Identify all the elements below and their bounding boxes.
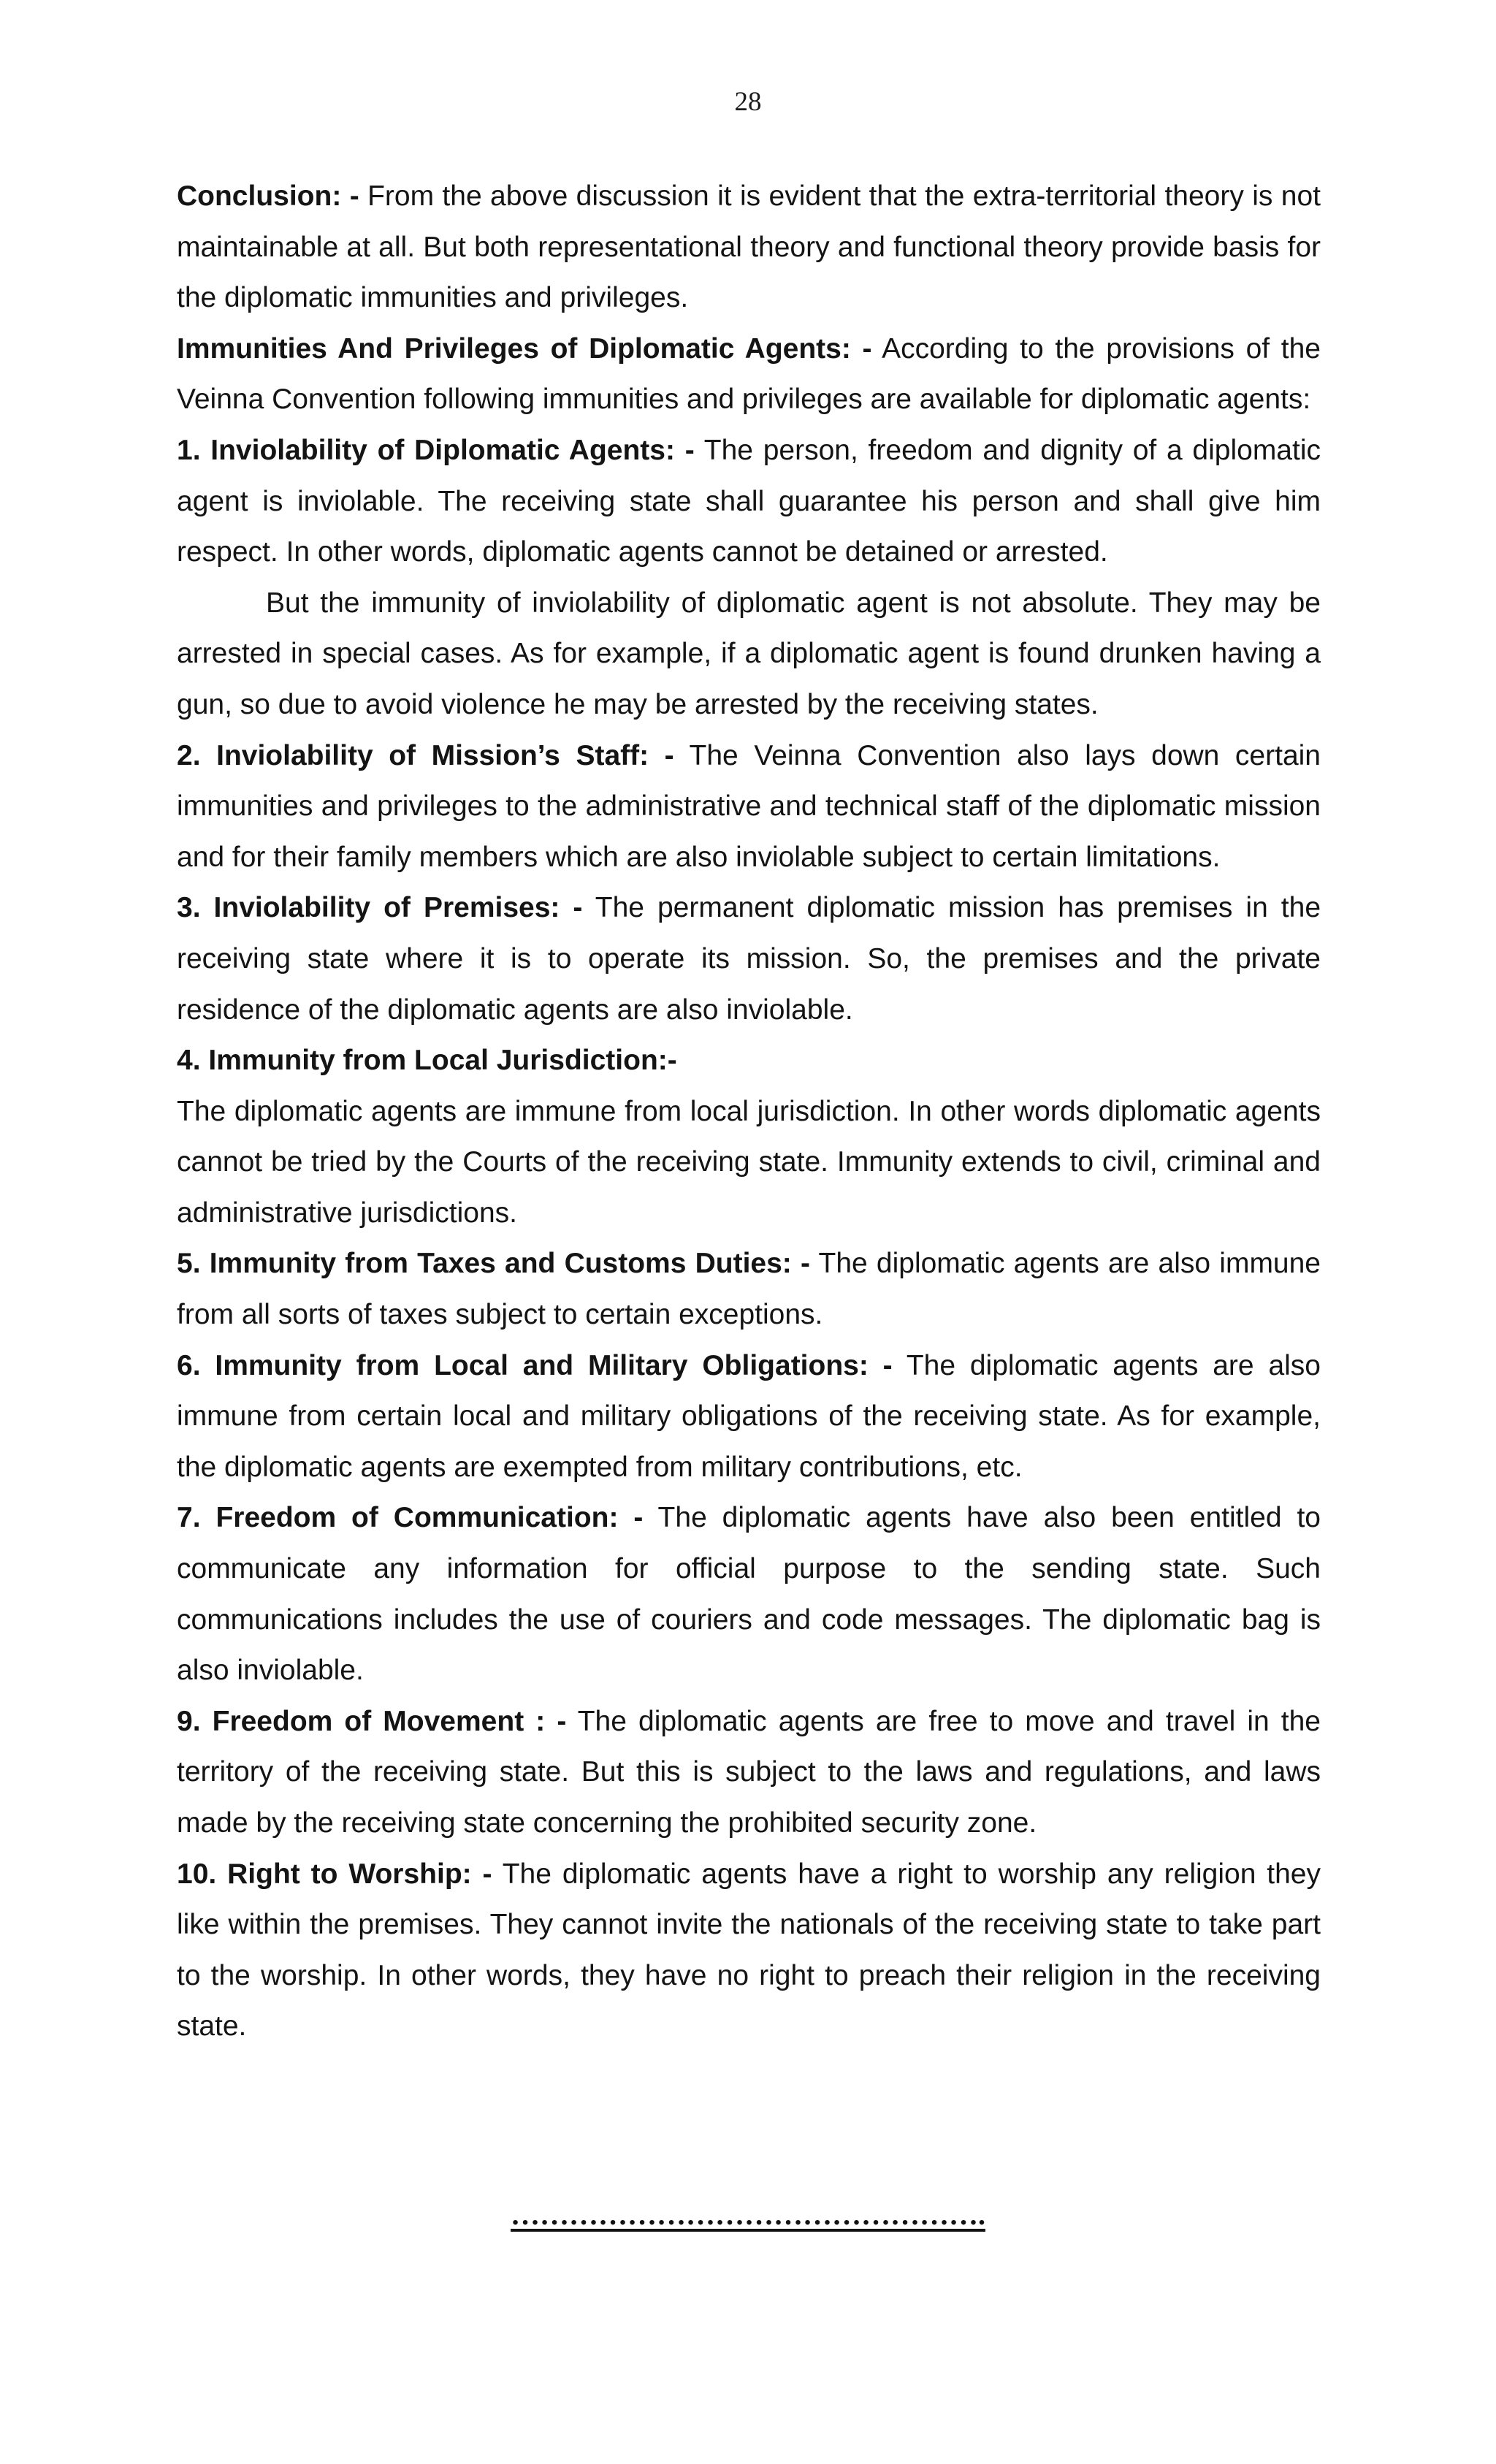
document-body [177, 171, 1321, 2052]
item-freedom-communication [177, 1492, 1321, 1696]
end-rule-dots: …………………………………………. [511, 2198, 985, 2231]
item-text: The diplomatic agents are also immune from all sorts of taxes subject to certain exceptions. [177, 1248, 1321, 1331]
immunities-intro-text: According to the provisions of the Veinna Convention following immunities and privileges are available for diplomatic agents: [177, 332, 1321, 416]
item-inviolability-staff [177, 731, 1321, 883]
item-text: The permanent diplomatic mission has premises in the receiving state where it is to operate its mission. So, the premises and the private residence of the diplomatic agents are also inviolable. [177, 892, 1321, 1026]
end-of-section-rule [0, 2197, 1496, 2232]
item-heading: 4. Immunity from Local Jurisdiction:- [177, 1045, 677, 1077]
item-heading: 1. Inviolability of Diplomatic Agents: - [177, 434, 695, 466]
item-right-to-worship [177, 1849, 1321, 2052]
item-heading: 10. Right to Worship: - [177, 1858, 492, 1890]
item-heading: 6. Immunity from Local and Military Obligations: - [177, 1349, 893, 1381]
item-text: The Veinna Convention also lays down certain immunities and privileges to the administrative and technical staff of the diplomatic mission and for their family members which are also inviolable subject to certain limitations. [177, 739, 1321, 873]
conclusion-heading: Conclusion: - [177, 180, 359, 212]
item-local-military-obligations [177, 1340, 1321, 1493]
item-inviolability-agents [177, 425, 1321, 578]
item-heading: 2. Inviolability of Mission’s Staff: - [177, 739, 674, 771]
item-freedom-movement [177, 1696, 1321, 1849]
item-text: The diplomatic agents have a right to worship any religion they like within the premises. They cannot invite the nationals of the receiving state to take part to the worship. In other words, they have no right to preach their religion in the receiving state. [177, 1858, 1321, 2042]
conclusion-paragraph [177, 171, 1321, 324]
immunities-intro-paragraph [177, 324, 1321, 425]
item-heading: 5. Immunity from Taxes and Customs Duties: - [177, 1248, 810, 1280]
item-text: The diplomatic agents are immune from local jurisdiction. In other words diplomatic agents cannot be tried by the Courts of the receiving state. Immunity extends to civil, criminal and administrative jurisdictions. [177, 1095, 1321, 1229]
item-text: The diplomatic agents are free to move and travel in the territory of the receiving state. But this is subject to the laws and regulations, and laws made by the receiving state concerning the prohibited security zone. [177, 1705, 1321, 1839]
item-heading: 3. Inviolability of Premises: - [177, 892, 583, 924]
item-heading: 9. Freedom of Movement : - [177, 1705, 567, 1737]
item-local-jurisdiction-heading [177, 1035, 1321, 1086]
item-heading: 7. Freedom of Communication: - [177, 1502, 644, 1534]
conclusion-text: From the above discussion it is evident that the extra-territorial theory is not maintainable at all. But both representational theory and functional theory provide basis for the diplomatic immunities and privileges. [177, 180, 1321, 314]
item-text: The person, freedom and dignity of a diplomatic agent is inviolable. The receiving state shall guarantee his person and shall give him respect. In other words, diplomatic agents cannot be detained or arrested. [177, 434, 1321, 568]
item-text: The diplomatic agents have also been entitled to communicate any information for official purpose to the sending state. Such communications includes the use of couriers and code messages. The diplomatic bag is also inviolable. [177, 1502, 1321, 1687]
item-taxes-customs [177, 1238, 1321, 1340]
item-text: But the immunity of inviolability of diplomatic agent is not absolute. They may be arrested in special cases. As for example, if a diplomatic agent is found drunken having a gun, so due to avoid violence he may be arrested by the receiving states. [177, 587, 1321, 720]
item-inviolability-premises [177, 882, 1321, 1035]
item-local-jurisdiction-text [177, 1086, 1321, 1239]
immunities-intro-heading: Immunities And Privileges of Diplomatic Agents: - [177, 332, 872, 365]
item-text: The diplomatic agents are also immune from certain local and military obligations of the receiving state. As for example, the diplomatic agents are exempted from military contributions, etc. [177, 1349, 1321, 1483]
page-number: 28 [734, 87, 762, 117]
item-inviolability-exception [177, 578, 1321, 731]
